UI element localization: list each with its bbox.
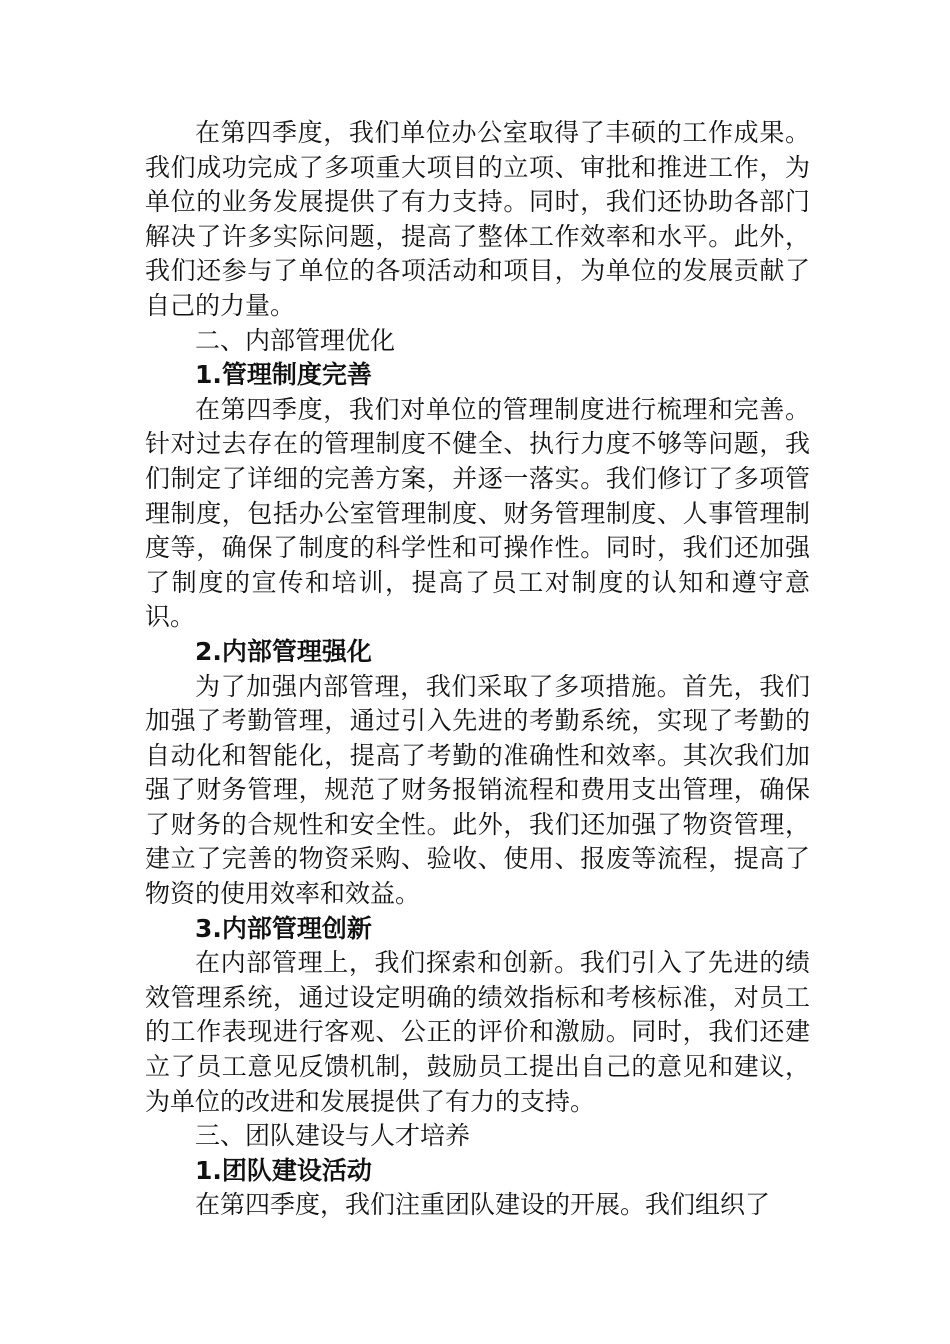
- section-heading-team-building: 三、团队建设与人才培养: [195, 1121, 471, 1151]
- paragraph-q4-achievements: 在第四季度，我们单位办公室取得了丰硕的工作成果。我们成功完成了多项重大项目的立项、审批和推进工作，为单位的业务发展提供了有力支持。同时，我们还协助各部门解决了许多实际问题，提高了整体工作效率和水平。此外，我们还参与了单位的各项活动和项目，为单位的发展贡献了自己的力量。: [145, 118, 810, 320]
- subheading-team-activities: 1.团队建设活动: [195, 1155, 372, 1185]
- subheading-system-improvement: 1.管理制度完善: [195, 360, 372, 390]
- paragraph-management-strengthening: 为了加强内部管理，我们采取了多项措施。首先，我们加强了考勤管理，通过引入先进的考勤系统，实现了考勤的自动化和智能化，提高了考勤的准确性和效率。其次我们加强了财务管理，规范了财务报销流程和费用支出管理，确保了财务的合规性和安全性。此外，我们还加强了物资管理，建立了完善的物资采购、验收、使用、报废等流程，提高了物资的使用效率和效益。: [145, 671, 810, 909]
- paragraph-team-activities: 在第四季度，我们注重团队建设的开展。我们组织了: [195, 1190, 771, 1220]
- subheading-management-strengthening: 2.内部管理强化: [195, 636, 372, 666]
- paragraph-system-improvement: 在第四季度，我们对单位的管理制度进行梳理和完善。针对过去存在的管理制度不健全、执行力度不够等问题，我们制定了详细的完善方案，并逐一落实。我们修订了多项管理制度，包括办公室管理制度、财务管理制度、人事管理制度等，确保了制度的科学性和可操作性。同时，我们还加强了制度的宣传和培训，提高了员工对制度的认知和遵守意识。: [145, 394, 810, 632]
- subheading-management-innovation: 3.内部管理创新: [195, 913, 372, 943]
- document-page: [145, 116, 810, 1223]
- paragraph-management-innovation: 在内部管理上，我们探索和创新。我们引入了先进的绩效管理系统，通过设定明确的绩效指标和考核标准，对员工的工作表现进行客观、公正的评价和激励。同时，我们还建立了员工意见反馈机制，鼓励员工提出自己的意见和建议，为单位的改进和发展提供了有力的支持。: [145, 948, 810, 1116]
- section-heading-internal-management: 二、内部管理优化: [195, 325, 396, 355]
